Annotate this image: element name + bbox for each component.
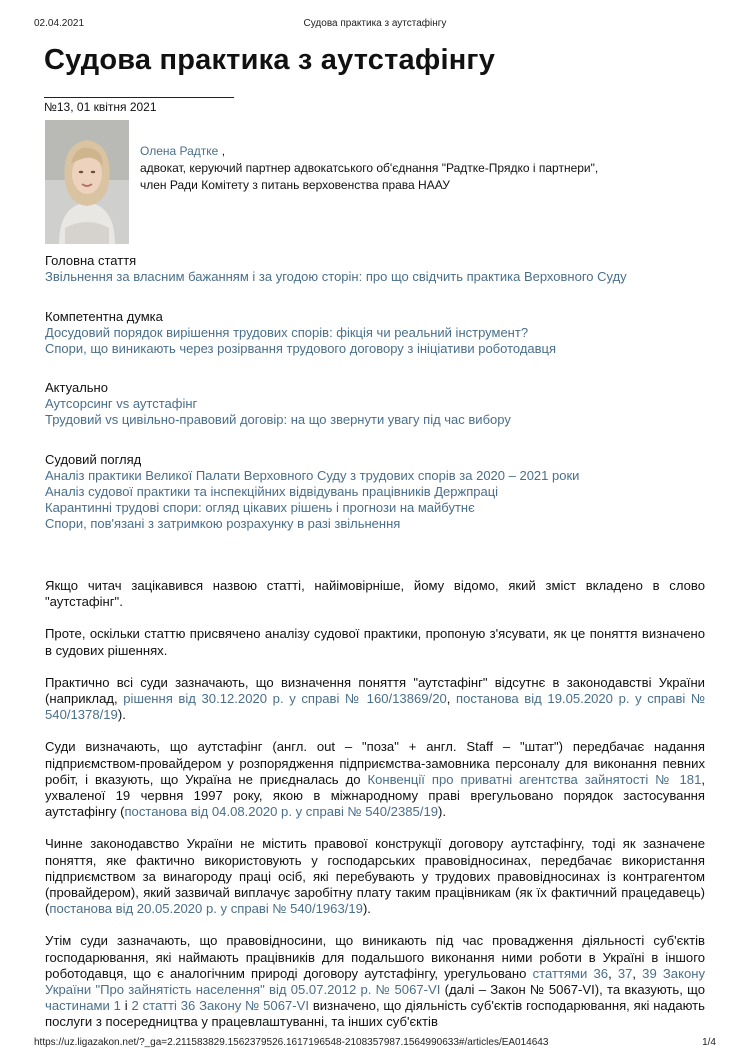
court-ruling-link[interactable]: постанова від 04.08.2020 р. у справі № 540/2385/19 xyxy=(124,804,439,820)
paragraph: Чинне законодавство України не містить правової конструкції договору аутстафінгу, тоді як зазначене поняття, яке фактично використовують у господарських правовідносинах, передбачає використання підприємством за винагороду праці осіб, які перебувають у трудових правовідносинах із контрагентом (провайдером), який зазвичай виплачує заробітну плату таким працівникам (як їх фактичний працедавець) (постанова від 20.05.2020 р. у справі № 540/1963/19). xyxy=(45,836,705,917)
section-link[interactable]: Аналіз судової практики та інспекційних відвідувань працівників Держпраці xyxy=(45,484,499,499)
section-heading: Головна стаття xyxy=(45,253,137,268)
law-article-link[interactable]: 2 статті 36 Закону № 5067-VI xyxy=(131,998,310,1014)
paragraph: Якщо читач зацікавився назвою статті, найімовірніше, йому відомо, який зміст вкладено в слово "аутстафінг". xyxy=(45,578,705,610)
court-ruling-link[interactable]: постанова від 19.05.2020 р. у справі № 540/1378/19 xyxy=(45,691,705,723)
court-ruling-link[interactable]: постанова від 20.05.2020 р. у справі № 540/1963/19 xyxy=(49,901,363,917)
author-position: адвокат, керуючий партнер адвокатського об'єднання "Радтке-Прядко і партнери", xyxy=(140,161,599,175)
author-portrait-image xyxy=(45,120,129,244)
section-link[interactable]: Аналіз практики Великої Палати Верховного Суду з трудових спорів за 2020 – 2021 роки xyxy=(45,468,580,483)
title-divider xyxy=(44,97,234,98)
author-name-link[interactable]: Олена Радтке xyxy=(140,144,219,158)
section-heading: Актуально xyxy=(45,380,108,395)
paragraph: Проте, оскільки статтю присвячено аналізу судової практики, пропоную з'ясувати, як це поняття визначено в судових рішеннях. xyxy=(45,626,705,658)
section-topical xyxy=(45,380,511,428)
section-heading: Компетентна думка xyxy=(45,309,163,324)
law-article-link[interactable]: 37 xyxy=(617,965,633,981)
paragraph: Утім суди зазначають, що правовідносини, що виникають під час провадження діяльності суб'єктів господарювання, які наймають працівників для подальшого виконання ними роботи в Україні в іншого роботодавця, що є аналогічним природі договору аутстафінгу, урегульовано статтями 36, 37, 39 Закону України "Про зайнятість населення" від 05.07.2012 р. № 5067-VI (далі – Закон № 5067-VI), та вказують, що частинами 1 і 2 статті 36 Закону № 5067-VI визначено, що діяльність суб'єктів господарювання, які надають послуги з посередництва у працевлаштуванні, та інших суб'єктів xyxy=(45,933,706,1030)
author-name-row xyxy=(140,143,598,160)
section-link[interactable]: Аутсорсинг vs аутстафінг xyxy=(45,396,198,411)
print-date: 02.04.2021 xyxy=(34,18,85,29)
convention-link[interactable]: Конвенції про приватні агентства зайнятості № 181 xyxy=(367,771,702,787)
law-link[interactable]: Закону України "Про зайнятість населення" від 05.07.2012 р. № 5067-VI xyxy=(45,965,706,998)
section-main-article xyxy=(45,253,627,285)
section-heading: Судовий погляд xyxy=(45,452,142,467)
paragraph: Практично всі суди зазначають, що визначення поняття "аутстафінг" відсутнє в законодавстві України (наприклад, рішення від 30.12.2020 р. у справі № 160/13869/20, постанова від 19.05.2020 р. у справі № 540/1378/19). xyxy=(45,674,705,723)
section-expert-opinion xyxy=(45,309,556,357)
court-decision-link[interactable]: рішення від 30.12.2020 р. у справі № 160/13869/20 xyxy=(123,691,447,707)
law-article-link[interactable]: 39 xyxy=(642,965,657,981)
author-name-suffix: , xyxy=(218,144,226,158)
author-photo xyxy=(45,120,129,244)
section-link[interactable]: Звільнення за власним бажанням і за угодою сторін: про що свідчить практика Верховного Суду xyxy=(45,269,627,284)
law-article-link[interactable]: частинами 1 xyxy=(45,998,121,1014)
section-link[interactable]: Досудовий порядок вирішення трудових спорів: фікція чи реальний інструмент? xyxy=(45,325,529,340)
section-link[interactable]: Карантинні трудові спори: огляд цікавих рішень і прогнози на майбутнє xyxy=(45,500,475,515)
section-link[interactable]: Трудовий vs цивільно-правовий договір: на що звернути увагу під час вибору xyxy=(45,412,511,427)
issue-number: №13, 01 квітня 2021 xyxy=(44,100,157,114)
page-number: 1/4 xyxy=(702,1037,716,1048)
law-article-link[interactable]: статтями 36 xyxy=(532,965,609,981)
paragraph: Суди визначають, що аутстафінг (англ. out – "поза" + англ. Staff – "штат") передбачає надання підприємством-провайдером у розпорядження підприємства-замовника персоналу для виконання певних робіт, і вказують, що Україна не приєдналась до Конвенції про приватні агентства зайнятості № 181, ухваленої 19 червня 1997 року, якою в міжнародному праві врегульовано порядок застосування аутстафінгу (постанова від 04.08.2020 р. у справі № 540/2385/19). xyxy=(45,739,705,820)
section-court-view xyxy=(45,452,579,532)
section-link[interactable]: Спори, що виникають через розірвання трудового договору з ініціативи роботодавця xyxy=(45,341,557,356)
author-membership: член Ради Комітету з питань верховенства права НААУ xyxy=(140,178,450,192)
section-link[interactable]: Спори, пов'язані з затримкою розрахунку в разі звільнення xyxy=(45,516,401,531)
article-title: Судова практика з аутстафінгу xyxy=(44,44,496,76)
article-body xyxy=(45,578,705,1047)
print-page-title: Судова практика з аутстафінгу xyxy=(303,18,447,29)
print-url: https://uz.ligazakon.net/?_ga=2.211583829.1562379526.1617196548-2108357987.1564990633#/articles/EA014643 xyxy=(34,1037,549,1048)
author-info xyxy=(140,143,598,194)
